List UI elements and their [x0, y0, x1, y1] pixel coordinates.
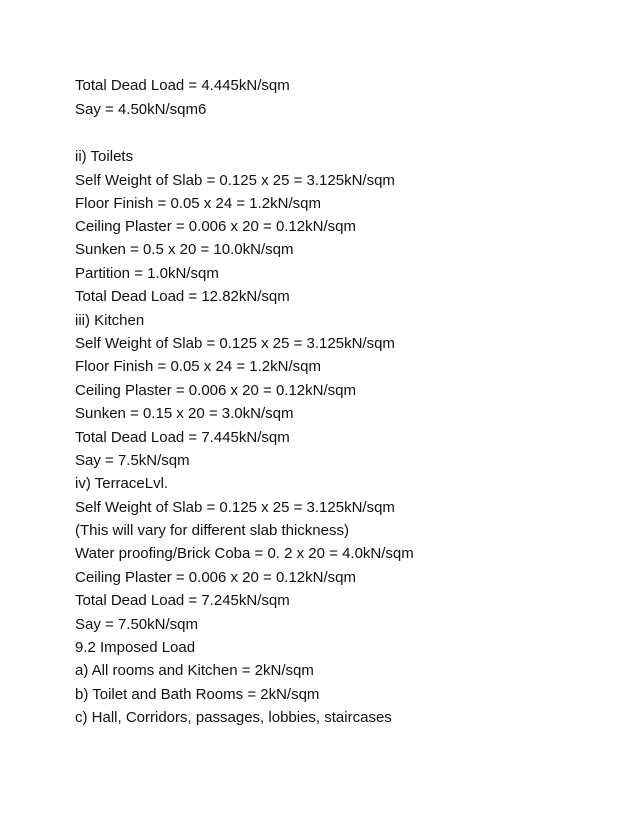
- text-line-self-weight-slab-terrace: Self Weight of Slab = 0.125 x 25 = 3.125kN/sqm: [75, 499, 395, 516]
- text-line-total-dead-load-1: Total Dead Load = 4.445kN/sqm: [75, 77, 290, 94]
- text-line-partition-toilets: Partition = 1.0kN/sqm: [75, 265, 219, 282]
- heading-toilets: ii) Toilets: [75, 148, 134, 165]
- heading-imposed-load: 9.2 Imposed Load: [75, 639, 196, 656]
- text-line-hall-corridors: c) Hall, Corridors, passages, lobbies, staircases: [75, 709, 392, 726]
- text-line-sunken-toilets: Sunken = 0.5 x 20 = 10.0kN/sqm: [75, 241, 294, 258]
- text-line-total-dead-load-toilets: Total Dead Load = 12.82kN/sqm: [75, 288, 290, 305]
- text-line-floor-finish-kitchen: Floor Finish = 0.05 x 24 = 1.2kN/sqm: [75, 358, 321, 375]
- text-line-total-dead-load-kitchen: Total Dead Load = 7.445kN/sqm: [75, 429, 290, 446]
- text-line-slab-thickness-note: (This will vary for different slab thickness): [75, 522, 349, 539]
- text-line-rooms-kitchen-load: a) All rooms and Kitchen = 2kN/sqm: [75, 662, 314, 679]
- text-line-say-terrace: Say = 7.50kN/sqm: [75, 616, 198, 633]
- heading-kitchen: iii) Kitchen: [75, 312, 145, 329]
- text-line-self-weight-slab-kitchen: Self Weight of Slab = 0.125 x 25 = 3.125kN/sqm: [75, 335, 395, 352]
- text-line-floor-finish-toilets: Floor Finish = 0.05 x 24 = 1.2kN/sqm: [75, 195, 321, 212]
- text-line-sunken-kitchen: Sunken = 0.15 x 20 = 3.0kN/sqm: [75, 405, 294, 422]
- text-line-water-proofing: Water proofing/Brick Coba = 0. 2 x 20 = 4.0kN/sqm: [75, 545, 414, 562]
- text-line-toilet-bath-load: b) Toilet and Bath Rooms = 2kN/sqm: [75, 686, 320, 703]
- text-line-ceiling-plaster-kitchen: Ceiling Plaster = 0.006 x 20 = 0.12kN/sqm: [75, 382, 356, 399]
- text-line-total-dead-load-terrace: Total Dead Load = 7.245kN/sqm: [75, 592, 290, 609]
- text-line-self-weight-slab-toilets: Self Weight of Slab = 0.125 x 25 = 3.125kN/sqm: [75, 172, 395, 189]
- text-line-say-1: Say = 4.50kN/sqm6: [75, 101, 207, 118]
- text-line-say-kitchen: Say = 7.5kN/sqm: [75, 452, 190, 469]
- text-line-ceiling-plaster-terrace: Ceiling Plaster = 0.006 x 20 = 0.12kN/sqm: [75, 569, 356, 586]
- heading-terrace-level: iv) TerraceLvl.: [75, 475, 169, 492]
- text-line-ceiling-plaster-toilets: Ceiling Plaster = 0.006 x 20 = 0.12kN/sqm: [75, 218, 356, 235]
